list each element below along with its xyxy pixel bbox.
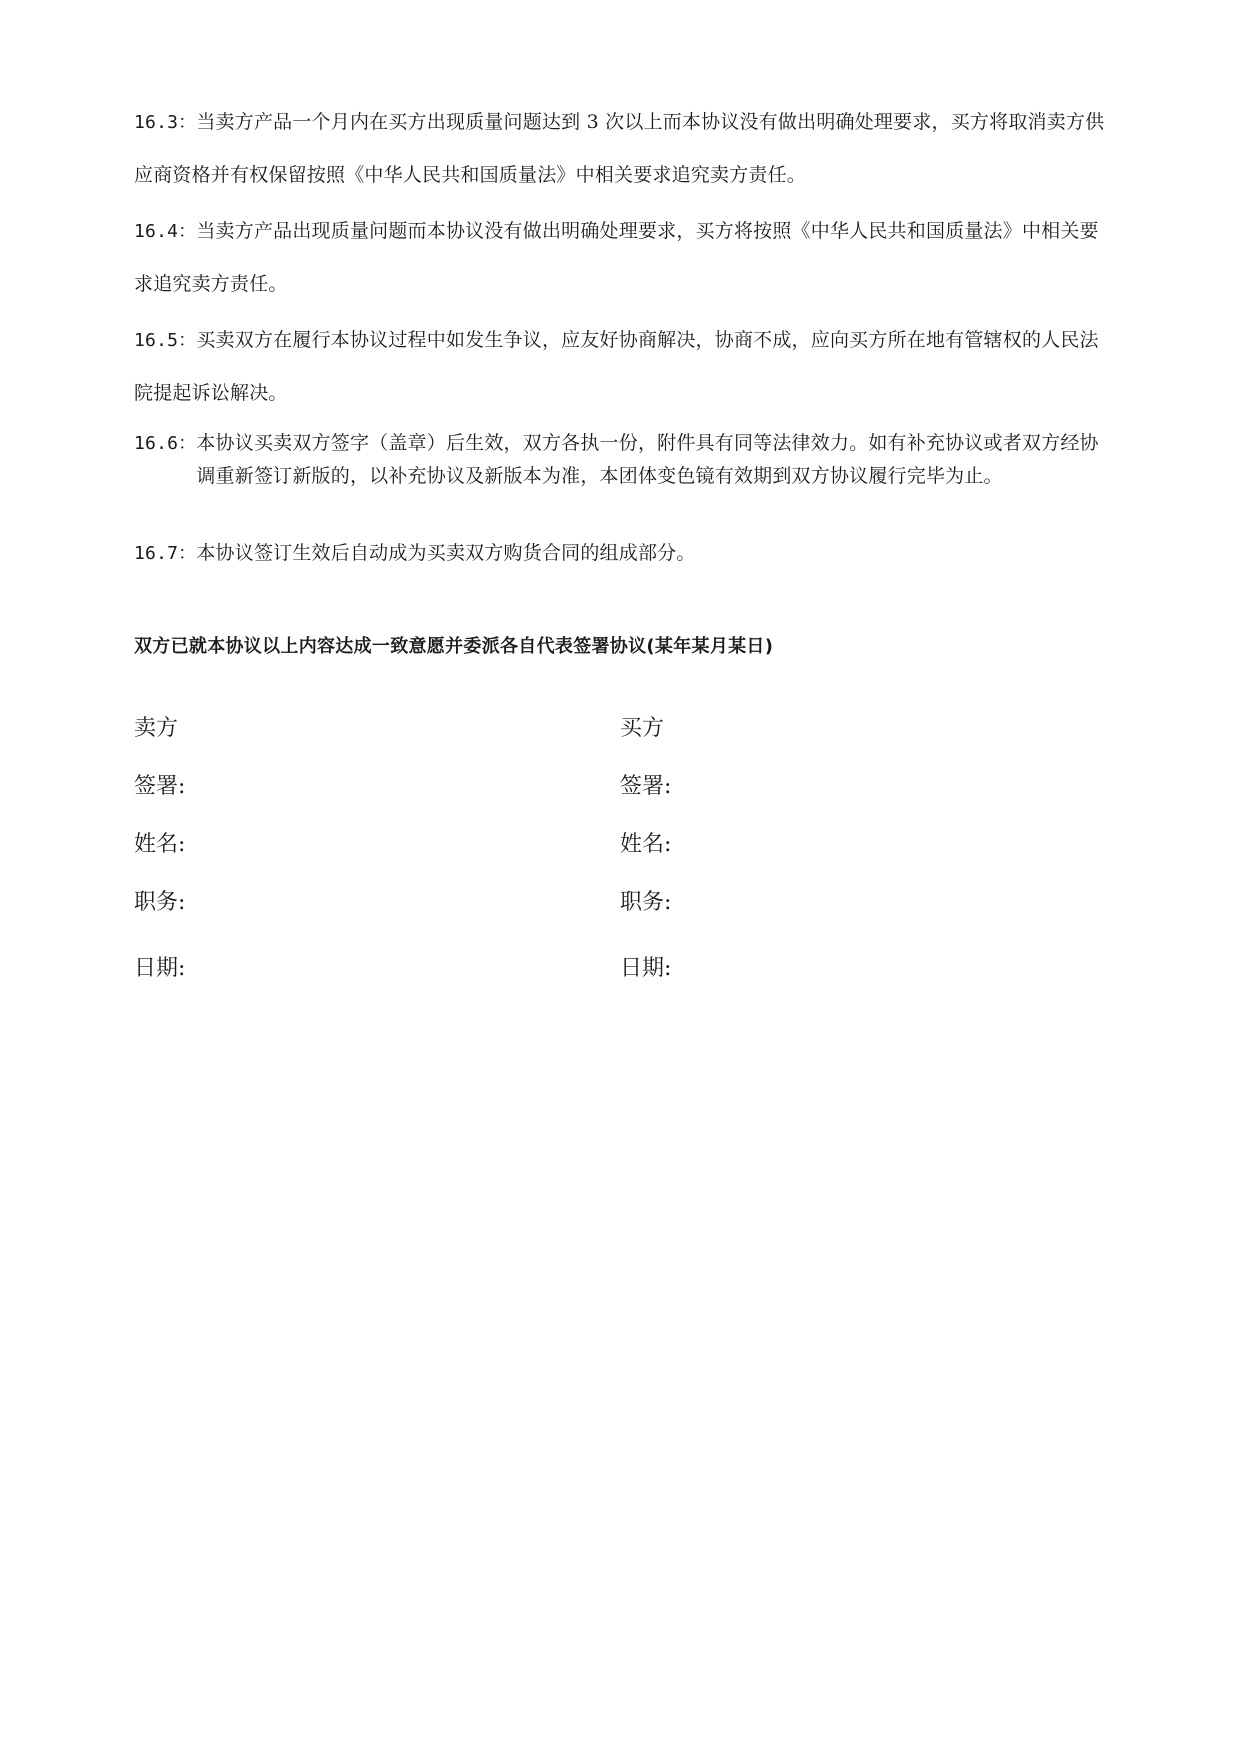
seller-signature-block [134,700,534,998]
clause-number: 16.5： [134,330,197,351]
buyer-name-field: 姓名: [620,832,672,857]
clause-16-4 [134,205,1114,310]
seller-sign-field: 签署: [134,774,186,799]
clause-number: 16.3： [134,112,197,133]
clause-text: 本协议买卖双方签字（盖章）后生效，双方各执一份，附件具有同等法律效力。如有补充协议或者双方经协调重新签订新版的，以补充协议及新版本为准，本团体变色镜有效期到双方协议履行完毕为止。 [196,432,1099,487]
clause-16-3 [134,96,1114,201]
clause-16-7 [134,537,1114,570]
clause-text: 买卖双方在履行本协议过程中如发生争议，应友好协商解决，协商不成，应向买方所在地有管辖权的人民法院提起诉讼解决。 [134,329,1099,404]
seller-name-field: 姓名: [134,832,186,857]
seller-position-field: 职务: [134,890,186,915]
seller-title: 卖方 [134,716,179,741]
signing-statement: 双方已就本协议以上内容达成一致意愿并委派各自代表签署协议(某年某月某日) [134,636,774,657]
clause-text: 当卖方产品出现质量问题而本协议没有做出明确处理要求，买方将按照《中华人民共和国质量法》中相关要求追究卖方责任。 [134,220,1099,295]
clause-text: 本协议签订生效后自动成为买卖双方购货合同的组成部分。 [196,542,696,564]
clause-number: 16.7： [134,543,197,564]
buyer-signature-block [620,700,1020,998]
clause-text: 当卖方产品一个月内在买方出现质量问题达到 3 次以上而本协议没有做出明确处理要求，买方将取消卖方供应商资格并有权保留按照《中华人民共和国质量法》中相关要求追究卖方责任。 [134,111,1105,186]
buyer-sign-field: 签署: [620,774,672,799]
clause-number: 16.4： [134,221,197,242]
clause-number: 16.6： [134,433,197,454]
seller-date-field: 日期: [134,956,186,981]
clause-16-6 [134,427,1114,493]
clause-16-5 [134,314,1114,419]
buyer-title: 买方 [620,716,665,741]
buyer-position-field: 职务: [620,890,672,915]
buyer-date-field: 日期: [620,956,672,981]
